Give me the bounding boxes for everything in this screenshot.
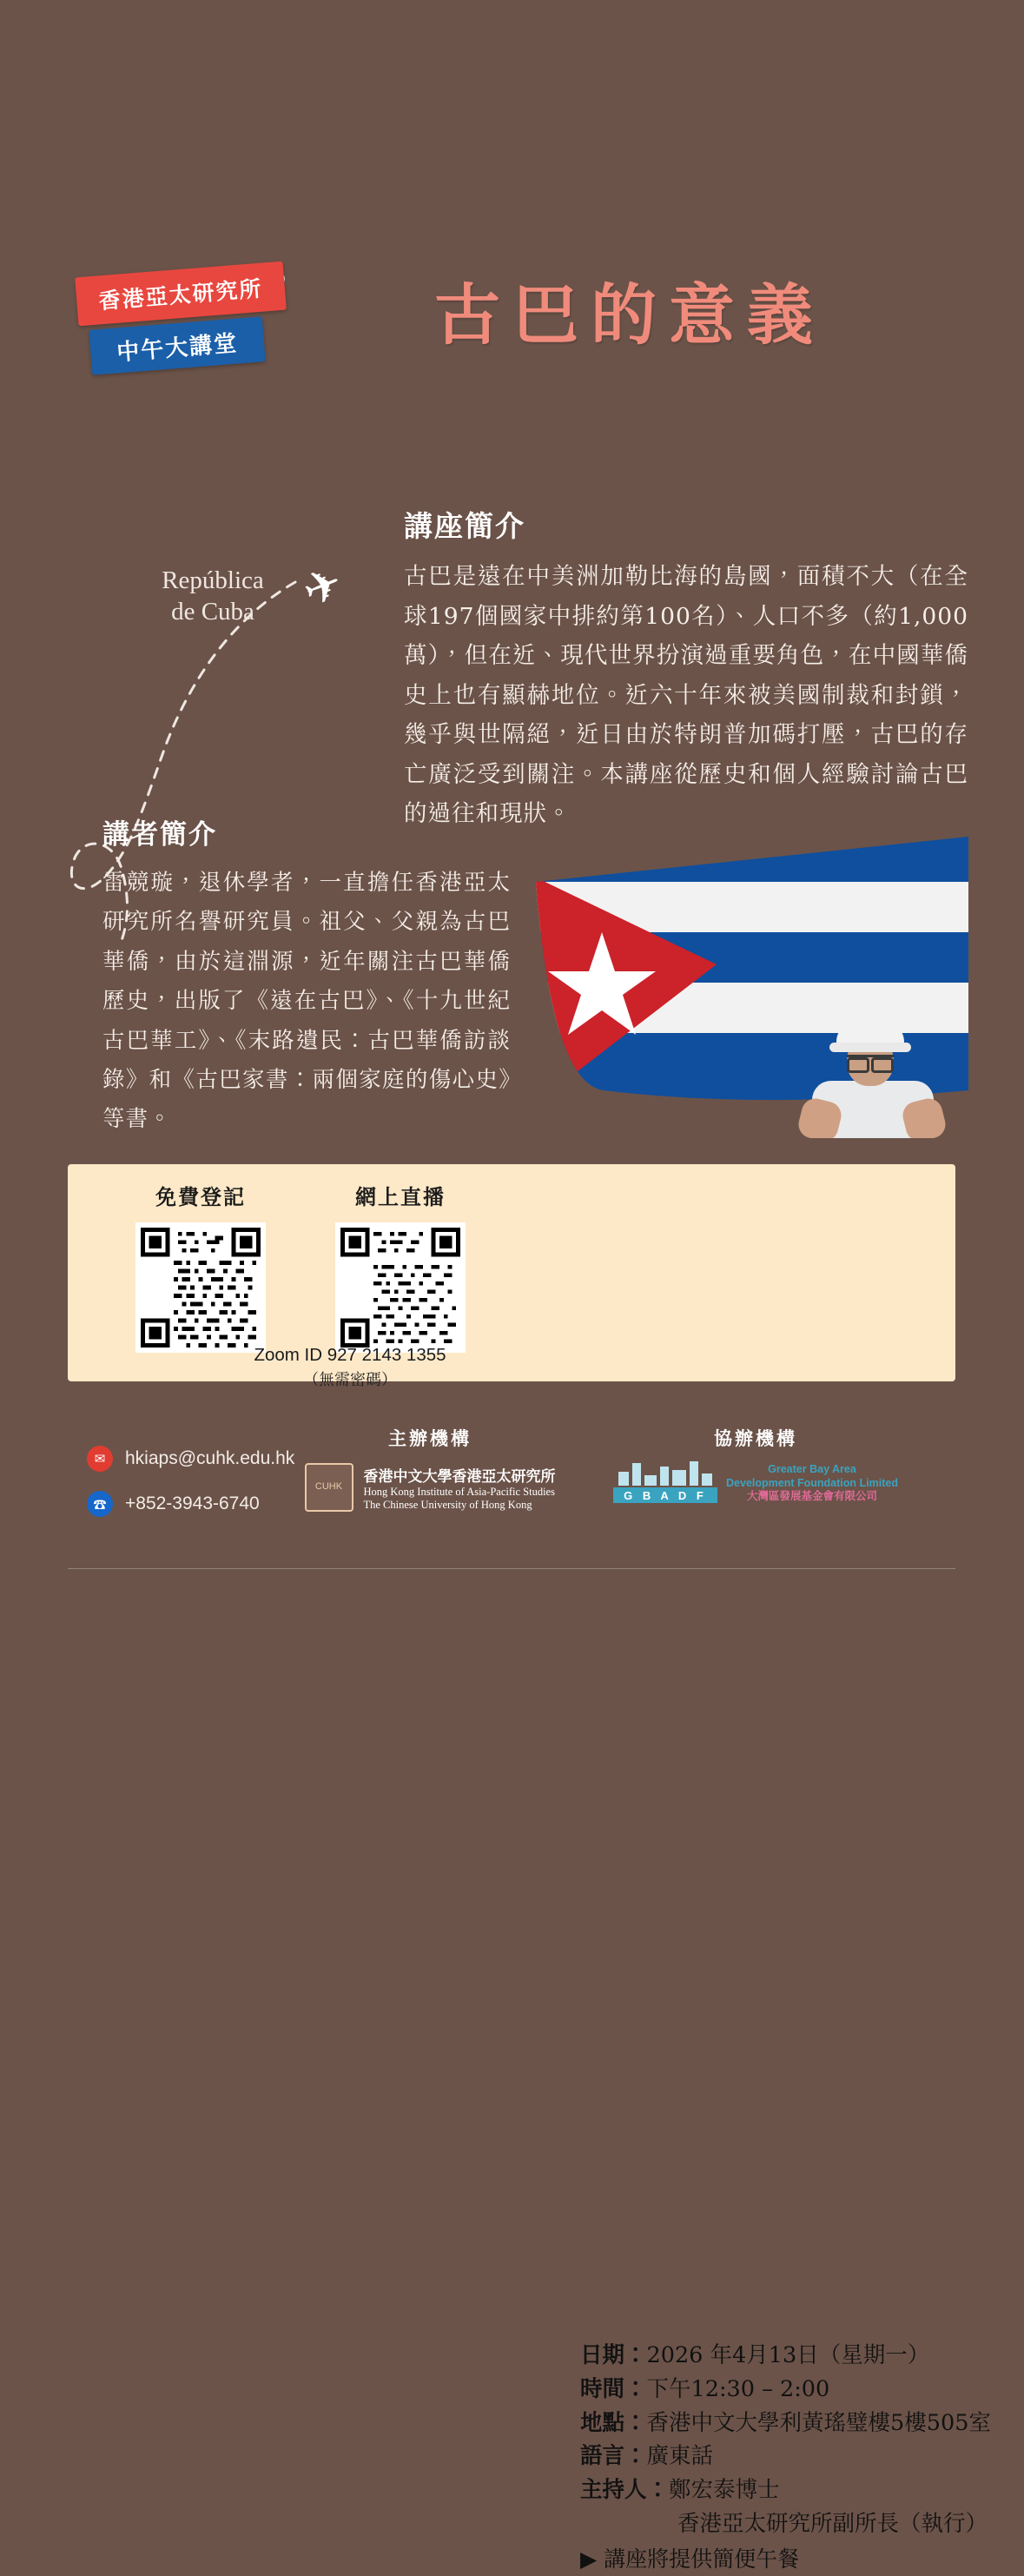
detail-host xyxy=(580,2473,1024,2507)
introduction-heading: 講座簡介 xyxy=(404,509,525,543)
detail-language-label: 語言： xyxy=(580,2443,647,2470)
speaker-heading: 講者簡介 xyxy=(102,819,217,851)
livestream-qr-code[interactable] xyxy=(335,1222,466,1353)
zoom-password-note: （無需密碼） xyxy=(303,1371,397,1389)
page-title: 古巴的意義 xyxy=(434,276,825,354)
detail-date xyxy=(580,2339,1024,2373)
contact-block xyxy=(87,1446,294,1536)
section-speaker xyxy=(102,812,511,1140)
detail-host-value: 鄭宏泰博士 xyxy=(669,2477,780,2503)
detail-venue-label: 地點： xyxy=(580,2409,647,2436)
detail-time xyxy=(580,2373,1024,2407)
qr-code-graphic xyxy=(141,1228,261,1348)
qr-code-graphic xyxy=(340,1228,460,1348)
phone-icon: ☎ xyxy=(87,1491,113,1517)
airplane-icon: ✈ xyxy=(295,556,350,619)
host-org-name-en1: Hong Kong Institute of Asia-Pacific Studies xyxy=(363,1485,555,1498)
mail-icon: ✉ xyxy=(87,1446,113,1472)
photo-hat-brim xyxy=(829,1043,911,1052)
contact-email: hkiaps@cuhk.edu.hk xyxy=(125,1448,295,1468)
introduction-body: 古巴是遠在中美洲加勒比海的島國，面積不大（在全球197個國家中排約第100名）、人口不多（約1,000萬），但在近、現代世界扮演過重要角色，在中國華僑史上也有顯赫地位。近六十年來被美國制裁和封鎖，幾乎與世隔絕，近日由於特朗普加碼打壓，古巴的存亡廣泛受到關注。本講座從歷史和個人經驗討論古巴的過往和現狀。 xyxy=(404,563,968,828)
host-org-name-zh: 香港中文大學香港亞太研究所 xyxy=(363,1467,556,1486)
republica-line1: República xyxy=(162,566,264,594)
badge-series-label: 中午大講堂 xyxy=(116,329,240,365)
glasses-icon xyxy=(847,1055,894,1068)
gbadf-line2: Development Foundation Limited xyxy=(726,1476,898,1489)
detail-lunch-note: ▶ 講座將提供簡便午餐 xyxy=(580,2546,800,2572)
gbadf-wordmark: G B A D F xyxy=(613,1487,717,1503)
register-qr-code[interactable] xyxy=(135,1222,266,1353)
speaker-photo xyxy=(798,1016,946,1138)
contact-phone-row[interactable] xyxy=(87,1491,294,1517)
series-badge xyxy=(68,261,294,382)
badge-series xyxy=(89,316,265,375)
contact-phone: +852-3943-6740 xyxy=(125,1493,260,1513)
section-introduction xyxy=(404,504,968,834)
host-organisation-names xyxy=(364,1464,556,1512)
gbadf-line3: 大灣區發展基金會有限公司 xyxy=(746,1490,877,1503)
detail-venue xyxy=(580,2407,1024,2440)
cuba-flag-photo xyxy=(499,830,968,1138)
detail-date-label: 日期： xyxy=(580,2342,647,2368)
co-organisation-logo-row xyxy=(599,1463,912,1504)
detail-language xyxy=(580,2440,1024,2473)
host-org-name-en2: The Chinese University of Hong Kong xyxy=(363,1498,532,1511)
poster-footer xyxy=(0,1425,1024,1564)
badge-institute-label: 香港亞太研究所 xyxy=(97,276,264,315)
gbadf-name-lines xyxy=(726,1463,898,1504)
gbadf-logo-icon xyxy=(613,1463,717,1503)
speaker-body: 雷競璇，退休學者，一直擔任香港亞太研究所名譽研究員。祖父、父親為古巴華僑，由於這淵源，近年關注古巴華僑歷史，出版了《遠在古巴》、《十九世紀古巴華工》、《末路遺民：古巴華僑訪談錄》和《古巴家書：兩個家庭的傷心史》等書。 xyxy=(102,870,511,1133)
detail-host-title: 香港亞太研究所副所長（執行） xyxy=(677,2510,988,2537)
detail-time-value: 下午12:30 – 2:00 xyxy=(646,2375,830,2402)
detail-host-label: 主持人： xyxy=(580,2477,670,2503)
livestream-qr-label: 網上直播 xyxy=(355,1184,446,1209)
detail-date-value: 2026 年4月13日（星期一） xyxy=(646,2342,930,2368)
detail-venue-value: 香港中文大學利黃瑤璧樓5樓505室 xyxy=(646,2409,991,2436)
register-qr-label: 免費登記 xyxy=(155,1184,246,1209)
event-details xyxy=(580,2339,1024,2576)
co-organisation-heading: 協辦機構 xyxy=(714,1427,797,1449)
contact-email-row[interactable] xyxy=(87,1446,294,1472)
zoom-id-text: Zoom ID 927 2143 1355 xyxy=(254,1345,446,1365)
republica-line2: de Cuba xyxy=(171,598,254,626)
host-organisation-heading: 主辦機構 xyxy=(388,1427,472,1449)
footer-divider xyxy=(68,1568,955,1569)
poster-header xyxy=(0,243,1024,400)
livestream-qr-block xyxy=(301,1180,500,1353)
detail-language-value: 廣東話 xyxy=(646,2443,714,2470)
cuhk-seal-icon: CUHK xyxy=(305,1463,353,1512)
host-organisation xyxy=(287,1425,573,1512)
co-organisation xyxy=(599,1425,912,1504)
host-organisation-logo-row xyxy=(287,1463,573,1512)
register-qr-block xyxy=(101,1180,301,1353)
gbadf-line1: Greater Bay Area xyxy=(768,1463,856,1475)
detail-time-label: 時間： xyxy=(580,2375,647,2402)
